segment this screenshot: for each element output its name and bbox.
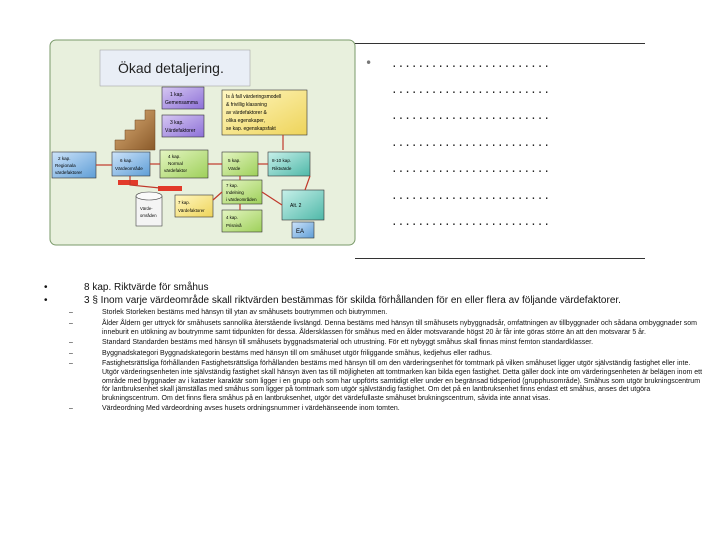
box-kap4b bbox=[222, 210, 262, 232]
svg-text:Gemensamma: Gemensamma bbox=[165, 100, 198, 106]
svg-text:olika egenskaper,: olika egenskaper, bbox=[226, 118, 265, 124]
box-kap5 bbox=[222, 152, 258, 176]
dash-marker: – bbox=[69, 320, 73, 327]
svg-text:6 kap.: 6 kap. bbox=[120, 158, 133, 163]
box-kap7 bbox=[222, 180, 262, 204]
box-kap4 bbox=[160, 150, 208, 178]
svg-text:Värde: Värde bbox=[228, 166, 241, 171]
bullet-text: 8 kap. Riktvärde för småhus bbox=[84, 282, 209, 293]
dot-line bbox=[365, 189, 655, 216]
cylinder-vardeomraden bbox=[136, 192, 162, 226]
bullet-marker: • bbox=[44, 295, 48, 307]
dot-text: ........................ bbox=[391, 109, 550, 122]
svg-text:av värdefaktorer &: av värdefaktorer & bbox=[226, 110, 267, 116]
diagram-title: Ökad detaljering. bbox=[118, 60, 224, 76]
dash-marker: – bbox=[69, 339, 73, 347]
box-kap6 bbox=[112, 152, 150, 176]
sub-item-text: Fastighetsrättsliga förhållanden Fastighetsrättsliga förhållanden bestäms med hänsyn till om den värderingsenhet för tomtmark på vilken småhuset ligger utgör självständig fastighet eller inte. Utgör värderingsenheten inte självständig fastighet skall hänsyn även tas till möjligheten att tomtmarken kan bilda egen fastighet. Detta gäller dock inte om värderingsenheten är belägen inom ett område med byggnader av i kataster karaktär som ligger i en grupp och som har uppförts samtidigt eller under en begränsad tidsperiod (grupphusområde). Småhus som utgör brukningscentrum för lantbruksenhet skall jämställas med småhus som ligger på tomtmark som utgör självständig fastighet. Om det på en lantbruksenhet finns endast ett småhus, anses det utgöra brukningscentrum. Om det finns flera småhus på en lantbruksenhet, utgör det värdefullaste småhuset brukningscentrum, såvida inte annat visas. bbox=[102, 360, 703, 402]
svg-text:se kap. egenskapsfakt: se kap. egenskapsfakt bbox=[226, 126, 276, 132]
red-tag-2 bbox=[158, 186, 182, 191]
box-alt2 bbox=[282, 190, 324, 220]
svg-text:områden: områden bbox=[140, 213, 157, 218]
dot-text: ........................ bbox=[391, 57, 550, 70]
svg-text:5 kap.: 5 kap. bbox=[228, 158, 241, 163]
dot-text: ........................ bbox=[391, 135, 550, 149]
svg-text:7 kap.: 7 kap. bbox=[178, 200, 190, 205]
bullet-text: 3 § Inom varje värdeområde skall riktvärden bestämmas för skilda förhållanden för en eller flera av följande värdefaktorer. bbox=[84, 295, 621, 307]
dot-line bbox=[365, 136, 655, 163]
svg-text:Indelning: Indelning bbox=[226, 190, 244, 195]
red-tag-1 bbox=[118, 180, 138, 185]
sub-item-text: Byggnadskategori Byggnadskategorin bestäms med hänsyn till om småhuset utgör friliggande småhus, kedjehus eller radhus. bbox=[102, 349, 492, 357]
svg-text:7 kap.: 7 kap. bbox=[226, 183, 238, 188]
bullet-item bbox=[44, 283, 704, 293]
sub-item bbox=[44, 360, 704, 403]
dot-line bbox=[365, 109, 655, 136]
sub-item bbox=[44, 350, 704, 359]
dot-line bbox=[365, 56, 655, 83]
box-kap7b bbox=[175, 195, 213, 217]
sub-item-text: Standard Standarden bestäms med hänsyn till småhusets byggnadsmaterial och utrustning. För ett nybyggt småhus skall finnas minst femton standardklasser. bbox=[102, 339, 594, 347]
dot-text: ........................ bbox=[391, 162, 550, 175]
bottom-rule bbox=[355, 258, 645, 259]
svg-text:Värdefaktorer: Värdefaktorer bbox=[165, 128, 196, 134]
svg-text:1 kap.: 1 kap. bbox=[170, 92, 184, 98]
svg-text:Prisnivå: Prisnivå bbox=[226, 223, 242, 228]
top-rule bbox=[355, 43, 645, 44]
svg-text:Normal: Normal bbox=[168, 161, 183, 166]
sub-item-text: Ålder Åldern ger uttryck för småhusets sannolika återstående livslängd. Denna bestäms med hänsyn till småhusets nybyggnadsår, omfattningen av tillbyggnader och sådana ombyggnader som inneburit en utökning av boutrymme samt tidpunkten för dessa. Åldersklassen för småhus med en ålder motsvarande högst 20 år får inte göras större än att den motsvarar 5 år. bbox=[102, 320, 697, 336]
dot-line bbox=[365, 162, 655, 189]
box-ea bbox=[292, 222, 314, 238]
box-kap2 bbox=[52, 152, 96, 178]
svg-text:4 kap.: 4 kap. bbox=[226, 215, 238, 220]
svg-text:& frivillig klassning: & frivillig klassning bbox=[226, 102, 267, 108]
svg-text:värdefaktorer: värdefaktorer bbox=[55, 170, 83, 175]
detail-diagram bbox=[0, 0, 360, 250]
dash-marker: – bbox=[69, 349, 73, 357]
svg-text:Alt. 2: Alt. 2 bbox=[290, 203, 302, 209]
sub-item bbox=[44, 339, 704, 348]
dot-line bbox=[365, 83, 655, 110]
svg-text:4 kap.: 4 kap. bbox=[168, 154, 181, 159]
dot-text: ........................ bbox=[391, 215, 550, 228]
placeholder-dots bbox=[365, 56, 655, 242]
svg-text:3 kap.: 3 kap. bbox=[170, 120, 184, 126]
sub-item-text: Värdeordning Med värdeordning avses husets ordningsnummer i värdehänseende inom tomten. bbox=[102, 405, 400, 413]
box-purpose bbox=[222, 90, 307, 135]
svg-text:Riktvärde: Riktvärde bbox=[272, 166, 292, 171]
dash-marker: – bbox=[69, 360, 73, 368]
svg-text:Värdefaktorer: Värdefaktorer bbox=[178, 208, 205, 213]
box-kap1 bbox=[162, 87, 204, 109]
box-kap8 bbox=[268, 152, 310, 176]
dash-marker: – bbox=[69, 405, 73, 413]
svg-text:Värde-: Värde- bbox=[140, 206, 153, 211]
dot-bullet: • bbox=[365, 56, 373, 70]
bullet-marker: • bbox=[44, 282, 48, 293]
dash-marker: – bbox=[69, 309, 73, 317]
body-text bbox=[44, 283, 704, 416]
box-kap3 bbox=[162, 115, 204, 137]
svg-text:Värdeområde: Värdeområde bbox=[115, 166, 143, 171]
svg-text:Is å fall värderingsmodell: Is å fall värderingsmodell bbox=[226, 94, 282, 100]
sub-item bbox=[44, 320, 704, 337]
dot-text: ........................ bbox=[391, 188, 550, 202]
svg-text:2 kap.: 2 kap. bbox=[58, 156, 71, 161]
svg-text:EA: EA bbox=[296, 229, 305, 235]
dot-line bbox=[365, 215, 655, 242]
bullet-item bbox=[44, 296, 704, 306]
sub-item bbox=[44, 309, 704, 318]
svg-text:i värdeområden: i värdeområden bbox=[226, 197, 257, 202]
svg-text:8-10 kap.: 8-10 kap. bbox=[272, 158, 292, 163]
svg-text:värdefaktor: värdefaktor bbox=[164, 168, 187, 173]
svg-text:Regionala: Regionala bbox=[55, 163, 76, 168]
sub-item-text: Storlek Storleken bestäms med hänsyn till ytan av småhusets boutrymmen och biutrymmen. bbox=[102, 309, 388, 317]
dot-text: ........................ bbox=[391, 82, 550, 96]
sub-item bbox=[44, 405, 704, 414]
